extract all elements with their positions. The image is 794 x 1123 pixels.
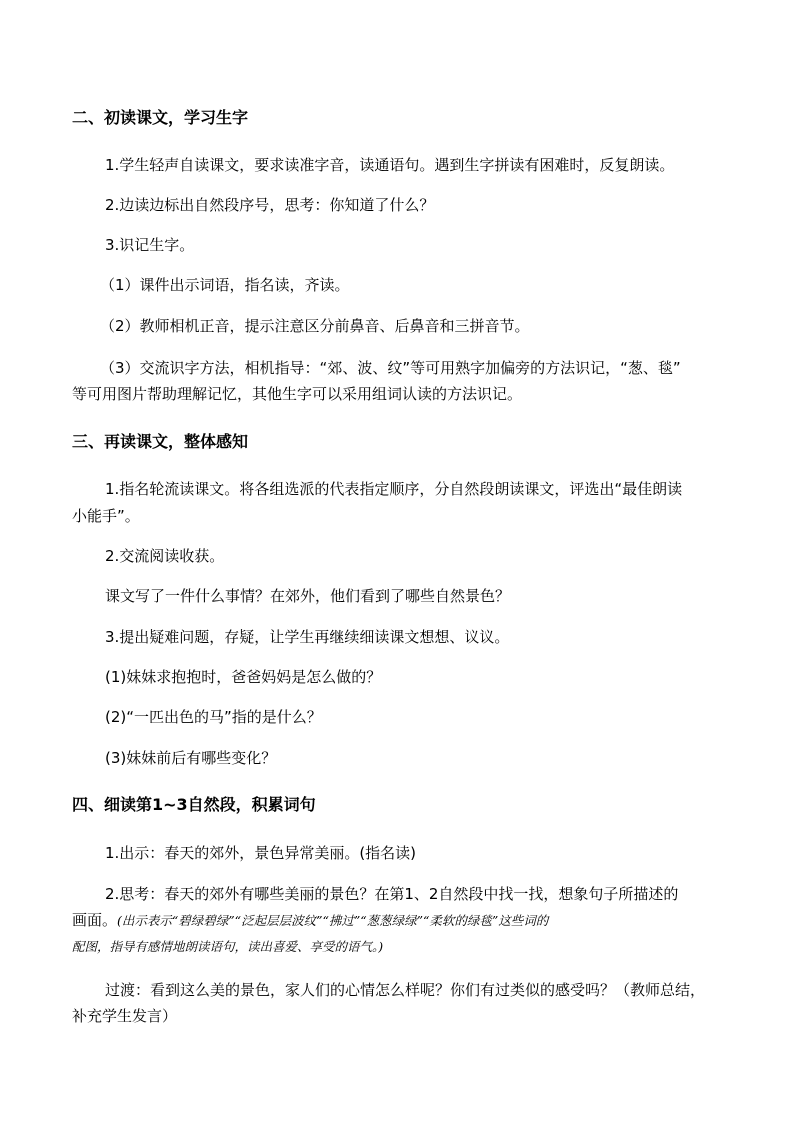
section-heading-3: 三、再读课文，整体感知 bbox=[72, 432, 249, 451]
paragraph-2-2: 2.边读边标出自然段序号，思考：你知道了什么？ bbox=[105, 196, 435, 214]
paragraph-4-2: 2.思考：春天的郊外有哪些美丽的景色？在第1、2自然段中找一找，想象句子所描述的 bbox=[105, 885, 679, 903]
paragraph-3-1: 1.指名轮流读课文。将各组选派的代表指定顺序，分自然段朗读课文，评选出“最佳朗读 bbox=[105, 480, 683, 498]
paragraph-3-6: (2)“一匹出色的马”指的是什么？ bbox=[105, 708, 322, 726]
paragraph-4-note-1: (出示表示“碧绿碧绿”“泛起层层波纹”“拂过”“葱葱绿绿”“柔软的绿毯”这些词的 bbox=[117, 913, 549, 928]
paragraph-4-1: 1.出示：春天的郊外，景色异常美丽。(指名读) bbox=[105, 844, 417, 862]
section-heading-4: 四、细读第1~3自然段，积累词句 bbox=[72, 795, 316, 814]
paragraph-2-5: （2）教师相机正音，提示注意区分前鼻音、后鼻音和三拼音节。 bbox=[100, 317, 530, 335]
paragraph-3-3: 课文写了一件什么事情？在郊外，他们看到了哪些自然景色？ bbox=[105, 587, 511, 605]
paragraph-3-2: 2.交流阅读收获。 bbox=[105, 547, 225, 565]
paragraph-4-3-cont: 补充学生发言） bbox=[72, 1007, 178, 1025]
paragraph-2-4: （1）课件出示词语，指名读，齐读。 bbox=[100, 276, 350, 294]
section-heading-2: 二、初读课文，学习生字 bbox=[72, 108, 249, 127]
paragraph-3-5: (1)妹妹求抱抱时，爸爸妈妈是怎么做的？ bbox=[105, 668, 382, 686]
paragraph-3-4: 3.提出疑难问题，存疑，让学生再继续细读课文想想、议议。 bbox=[105, 628, 510, 646]
paragraph-2-6: （3）交流识字方法，相机指导：“郊、波、纹”等可用熟字加偏旁的方法识记，“葱、毯” bbox=[100, 359, 681, 377]
paragraph-3-7: (3)妹妹前后有哪些变化？ bbox=[105, 749, 277, 767]
paragraph-4-2-cont bbox=[72, 910, 548, 931]
paragraph-2-3: 3.识记生字。 bbox=[105, 236, 195, 254]
paragraph-2-6-cont: 等可用图片帮助理解记忆，其他生字可以采用组词认读的方法识记。 bbox=[72, 385, 523, 403]
paragraph-4-3: 过渡：看到这么美的景色，家人们的心情怎么样呢？你们有过类似的感受吗？（教师总结， bbox=[105, 981, 706, 999]
paragraph-3-1-cont: 小能手”。 bbox=[72, 507, 140, 525]
paragraph-2-1: 1.学生轻声自读课文，要求读准字音，读通语句。遇到生字拼读有困难时，反复朗读。 bbox=[105, 156, 675, 174]
paragraph-4-note-2: 配图，指导有感情地朗读语句，读出喜爱、享受的语气。) bbox=[72, 939, 384, 954]
paragraph-4-2-tail: 画面。 bbox=[72, 911, 118, 929]
